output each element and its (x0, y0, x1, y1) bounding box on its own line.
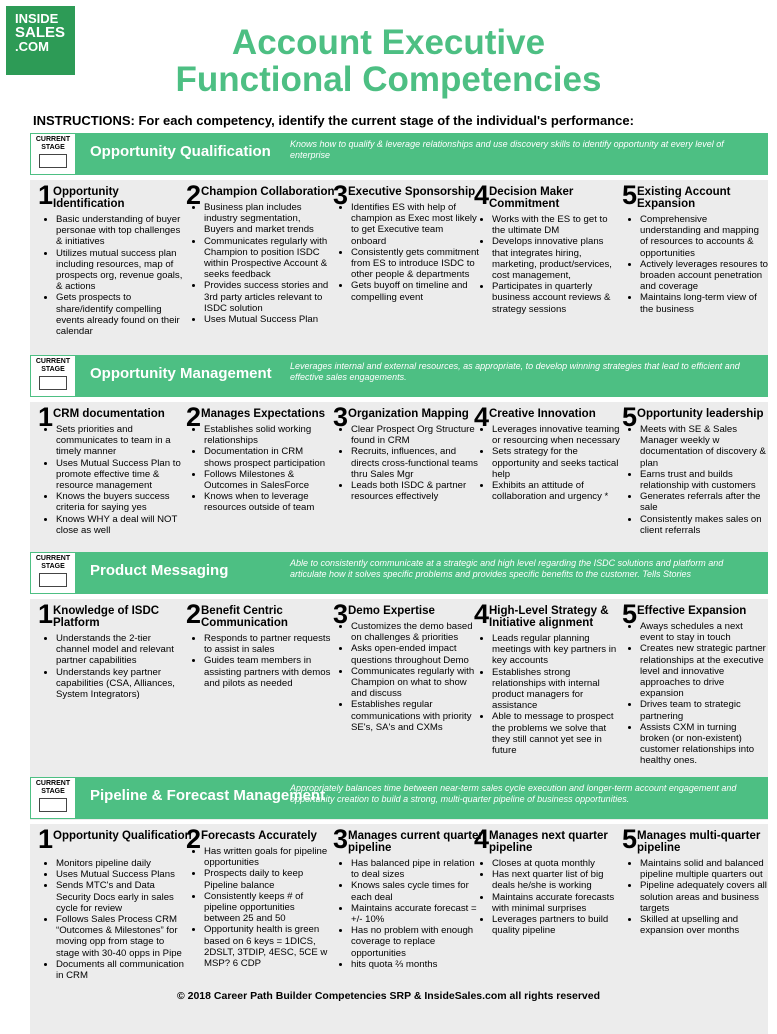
stage-criteria-list (194, 202, 332, 325)
criteria-item: • Has written goals for pipeline opportunities (204, 846, 332, 868)
criteria-item: • Opportunity health is green based on 6 keys = 1DICS, 2DSLT, 3TDIP, 4ESC, 5CE w MSP? 6 CDP (204, 924, 332, 969)
stage-number: 3 (333, 180, 349, 210)
stage-criteria-list (341, 424, 479, 502)
stage-number: 2 (186, 599, 202, 629)
current-stage-box (30, 777, 76, 819)
current-stage-label: CURRENT STAGE (35, 136, 71, 151)
section-description: Knows how to qualify & leverage relationships and use discovery skills to identify opportunity at every level of enterprise (290, 139, 724, 160)
stage-criteria-list (630, 214, 768, 315)
criteria-item: • Knows WHY a deal will NOT close as well (56, 514, 184, 536)
stage-number: 4 (474, 402, 490, 432)
stage-title: Manages current quarter pipeline (348, 830, 483, 854)
criteria-item: • Leverages innovative teaming or resourcing when necessary (492, 424, 620, 446)
section-description: Able to consistently communicate at a strategic and high level regarding the ISDC solutions and platform and articulate how it solves specific problems and provides specific benefits to the customer. Tells Stories (290, 558, 724, 579)
criteria-item: • Skilled at upselling and expansion over months (640, 914, 768, 936)
current-stage-input[interactable] (39, 573, 67, 587)
criteria-item: • Monitors pipeline daily (56, 858, 184, 869)
criteria-item: • Consistently gets commitment from ES to introduce ISDC to other people & departments (351, 247, 479, 281)
criteria-item: • Creates new strategic partner relationships at the executive level and innovative approaches to drive expansion (640, 643, 768, 699)
stage-title: Organization Mapping (348, 408, 469, 420)
criteria-item: • Gets buyoff on timeline and compelling event (351, 280, 479, 302)
criteria-item: • Comprehensive understanding and mapping of resources to accounts & opportunities (640, 214, 768, 259)
section-title: Product Messaging (90, 562, 229, 579)
criteria-item: • Follows Milestones & Outcomes in SalesForce (204, 469, 332, 491)
criteria-item: • Pipeline adequately covers all solution areas and business targets (640, 880, 768, 914)
criteria-item: • Basic understanding of buyer personae with top challenges & initiatives (56, 214, 184, 248)
section-header-band (30, 355, 768, 397)
stage-number: 3 (333, 402, 349, 432)
section-description: Appropriately balances time between near-term sales cycle execution and longer-term account engagement and opportunity creation to build a strong, multi-quarter pipeline of business opportunities. (290, 783, 737, 804)
criteria-item: • Gets prospects to share/identify compelling events already found on their calendar (56, 292, 184, 337)
criteria-item: • Closes at quota monthly (492, 858, 620, 869)
criteria-item: • Able to message to prospect the problems we solve that they still cannot yet see in future (492, 711, 620, 756)
criteria-item: • Leads both ISDC & partner resources effectively (351, 480, 479, 502)
stage-number: 5 (622, 824, 638, 854)
stage-number: 1 (38, 402, 54, 432)
title-line-2: Functional Competencies (175, 60, 602, 99)
stage-number: 1 (38, 180, 54, 210)
stage-title: Executive Sponsorship (348, 186, 476, 198)
criteria-item: • Uses Mutual Success Plans (56, 869, 184, 880)
criteria-item: • Knows when to leverage resources outside of team (204, 491, 332, 513)
criteria-item: • Communicates regularly with Champion on what to show and discuss (351, 666, 479, 700)
stage-title: High-Level Strategy & Initiative alignment (489, 605, 609, 629)
current-stage-label: CURRENT STAGE (35, 555, 71, 570)
stage-title: Demo Expertise (348, 605, 435, 617)
stage-title: Opportunity Qualification (53, 830, 192, 842)
stage-criteria-list (194, 424, 332, 514)
stage-criteria-list (630, 621, 768, 767)
criteria-item: • Has balanced pipe in relation to deal sizes (351, 858, 479, 880)
stage-criteria-list (46, 633, 184, 700)
stage-title: Manages Expectations (201, 408, 325, 420)
section-header-band (30, 777, 768, 819)
stage-number: 3 (333, 599, 349, 629)
criteria-item: • Establishes regular communications with priority SE's, SA's and CXMs (351, 699, 479, 733)
criteria-item: • Assists CXM in turning broken (or non-existent) customer relationships into healthy ones. (640, 722, 768, 767)
stage-title: Opportunity Identification (53, 186, 125, 210)
section-body (30, 824, 768, 1034)
stage-title: Forecasts Accurately (201, 830, 317, 842)
current-stage-box (30, 552, 76, 594)
criteria-item: • Sets priorities and communicates to team in a timely manner (56, 424, 184, 458)
criteria-item: • Documentation in CRM shows prospect participation (204, 446, 332, 468)
criteria-item: • Actively leverages resoures to broaden account penetration and coverage (640, 259, 768, 293)
stage-number: 1 (38, 824, 54, 854)
stage-criteria-list (341, 858, 479, 970)
stage-number: 1 (38, 599, 54, 629)
stage-criteria-list (46, 214, 184, 337)
stage-criteria-list (194, 633, 332, 689)
criteria-item: • Earns trust and builds relationship with customers (640, 469, 768, 491)
section-header-band (30, 552, 768, 594)
criteria-item: • Provides success stories and 3rd party articles relevant to ISDC solution (204, 280, 332, 314)
footer-copyright: © 2018 Career Path Builder Competencies SRP & InsideSales.com all rights reserved (176, 990, 601, 1002)
stage-number: 2 (186, 180, 202, 210)
title-line-1: Account Executive (231, 23, 546, 62)
current-stage-label: CURRENT STAGE (35, 358, 71, 373)
stage-criteria-list (482, 858, 620, 936)
criteria-item: • Clear Prospect Org Structure found in CRM (351, 424, 479, 446)
criteria-item: • Documents all communication in CRM (56, 959, 184, 981)
criteria-item: • Has next quarter list of big deals he/she is working (492, 869, 620, 891)
criteria-item: • Responds to partner requests to assist in sales (204, 633, 332, 655)
stage-title: Creative Innovation (489, 408, 596, 420)
criteria-item: • Maintains long-term view of the business (640, 292, 768, 314)
stage-number: 5 (622, 180, 638, 210)
stage-title: Manages multi-quarter pipeline (637, 830, 761, 854)
stage-title: Knowledge of ISDC Platform (53, 605, 160, 629)
criteria-item: • Leads regular planning meetings with key partners in key accounts (492, 633, 620, 667)
stage-criteria-list (482, 214, 620, 315)
criteria-item: • hits quota ⅔ months (351, 959, 479, 970)
criteria-item: • Maintains accurate forecast = +/- 10% (351, 903, 479, 925)
current-stage-input[interactable] (39, 798, 67, 812)
stage-number: 2 (186, 402, 202, 432)
criteria-item: • Leverages partners to build quality pipeline (492, 914, 620, 936)
section-title: Opportunity Qualification (90, 143, 271, 160)
stage-criteria-list (194, 846, 332, 969)
criteria-item: • Asks open-ended impact questions throughout Demo (351, 643, 479, 665)
criteria-item: • Understands key partner capabilities (CSA, Alliances, System Integrators) (56, 667, 184, 701)
stage-number: 4 (474, 824, 490, 854)
criteria-item: • Prospects daily to keep Pipeline balance (204, 868, 332, 890)
current-stage-box (30, 133, 76, 175)
stage-number: 5 (622, 599, 638, 629)
criteria-item: • Recruits, influences, and directs cross-functional teams thru Sales Mgr (351, 446, 479, 480)
current-stage-box (30, 355, 76, 397)
criteria-item: • Utilizes mutual success plan including resources, map of prospects org, revenue goals, & actions (56, 248, 184, 293)
page-title (0, 24, 777, 98)
criteria-item: • Sets strategy for the opportunity and seeks tactical help (492, 446, 620, 480)
instructions: INSTRUCTIONS: For each competency, identify the current stage of the individual's performance: (33, 113, 634, 128)
current-stage-input[interactable] (39, 376, 67, 390)
logo-line-2: SALES (15, 24, 66, 41)
stage-title: Decision Maker Commitment (489, 186, 574, 210)
criteria-item: • Knows sales cycle times for each deal (351, 880, 479, 902)
logo-line-1: INSIDE (15, 11, 59, 26)
criteria-item: • Uses Mutual Success Plan to promote effective time & resource management (56, 458, 184, 492)
criteria-item: • Maintains solid and balanced pipeline multiple quarters out (640, 858, 768, 880)
stage-title: Benefit Centric Communication (201, 605, 288, 629)
stage-criteria-list (46, 424, 184, 536)
stage-number: 5 (622, 402, 638, 432)
stage-title: Champion Collaboration (201, 186, 335, 198)
stage-title: Opportunity leadership (637, 408, 764, 420)
criteria-item: • Drives team to strategic partnering (640, 699, 768, 721)
criteria-item: • Establishes solid working relationships (204, 424, 332, 446)
criteria-item: • Maintains accurate forecasts with minimal surprises (492, 892, 620, 914)
logo-line-3: .COM (15, 39, 49, 54)
criteria-item: • Consistently keeps # of pipeline opportunities between 25 and 50 (204, 891, 332, 925)
stage-criteria-list (46, 858, 184, 981)
criteria-item: • Meets with SE & Sales Manager weekly w documentation of discovery & plan (640, 424, 768, 469)
stage-criteria-list (630, 424, 768, 536)
current-stage-input[interactable] (39, 154, 67, 168)
criteria-item: • Sends MTC's and Data Security Docs early in sales cycle for review (56, 880, 184, 914)
stage-criteria-list (482, 633, 620, 756)
current-stage-label: CURRENT STAGE (35, 780, 71, 795)
criteria-item: • Customizes the demo based on challenges & priorities (351, 621, 479, 643)
criteria-item: • Works with the ES to get to the ultimate DM (492, 214, 620, 236)
stage-number: 2 (186, 824, 202, 854)
criteria-item: • Consistently makes sales on client referrals (640, 514, 768, 536)
criteria-item: • Understands the 2-tier channel model and relevant partner capabilities (56, 633, 184, 667)
criteria-item: • Aways schedules a next event to stay in touch (640, 621, 768, 643)
stage-title: CRM documentation (53, 408, 165, 420)
stage-criteria-list (341, 202, 479, 303)
stage-number: 4 (474, 599, 490, 629)
criteria-item: • Generates referrals after the sale (640, 491, 768, 513)
stage-number: 3 (333, 824, 349, 854)
stage-title: Effective Expansion (637, 605, 747, 617)
stage-title: Manages next quarter pipeline (489, 830, 608, 854)
criteria-item: • Identifies ES with help of champion as Exec most likely to get Executive team onboard (351, 202, 479, 247)
criteria-item: • Follows Sales Process CRM “Outcomes & Milestones” for moving opp from stage to stage with 30-40 opps in Pipe (56, 914, 184, 959)
criteria-item: • Exhibits an attitude of collaboration and urgency * (492, 480, 620, 502)
criteria-item: • Participates in quarterly business account reviews & strategy sessions (492, 281, 620, 315)
criteria-item: • Has no problem with enough coverage to replace opportunities (351, 925, 479, 959)
stage-number: 4 (474, 180, 490, 210)
stage-criteria-list (482, 424, 620, 502)
criteria-item: • Uses Mutual Success Plan (204, 314, 332, 325)
stage-criteria-list (341, 621, 479, 733)
section-header-band (30, 133, 768, 175)
criteria-item: • Knows the buyers success criteria for saying yes (56, 491, 184, 513)
stage-criteria-list (630, 858, 768, 936)
section-title: Pipeline & Forecast Management (90, 787, 326, 804)
criteria-item: • Business plan includes industry segmentation, Buyers and market trends (204, 202, 332, 236)
criteria-item: • Develops innovative plans that integrates hiring, marketing, product/services, cost management, (492, 236, 620, 281)
section-description: Leverages internal and external resources, as appropriate, to develop winning strategies that lead to efficient and effective sales engagements. (290, 361, 740, 382)
criteria-item: • Guides team members in assisting partners with demos and pilots as needed (204, 655, 332, 689)
section-title: Opportunity Management (90, 365, 272, 382)
stage-title: Existing Account Expansion (637, 186, 731, 210)
criteria-item: • Establishes strong relationships with internal product managers for assistance (492, 667, 620, 712)
criteria-item: • Communicates regularly with Champion to position ISDC within Prospective Account & seeks feedback (204, 236, 332, 281)
